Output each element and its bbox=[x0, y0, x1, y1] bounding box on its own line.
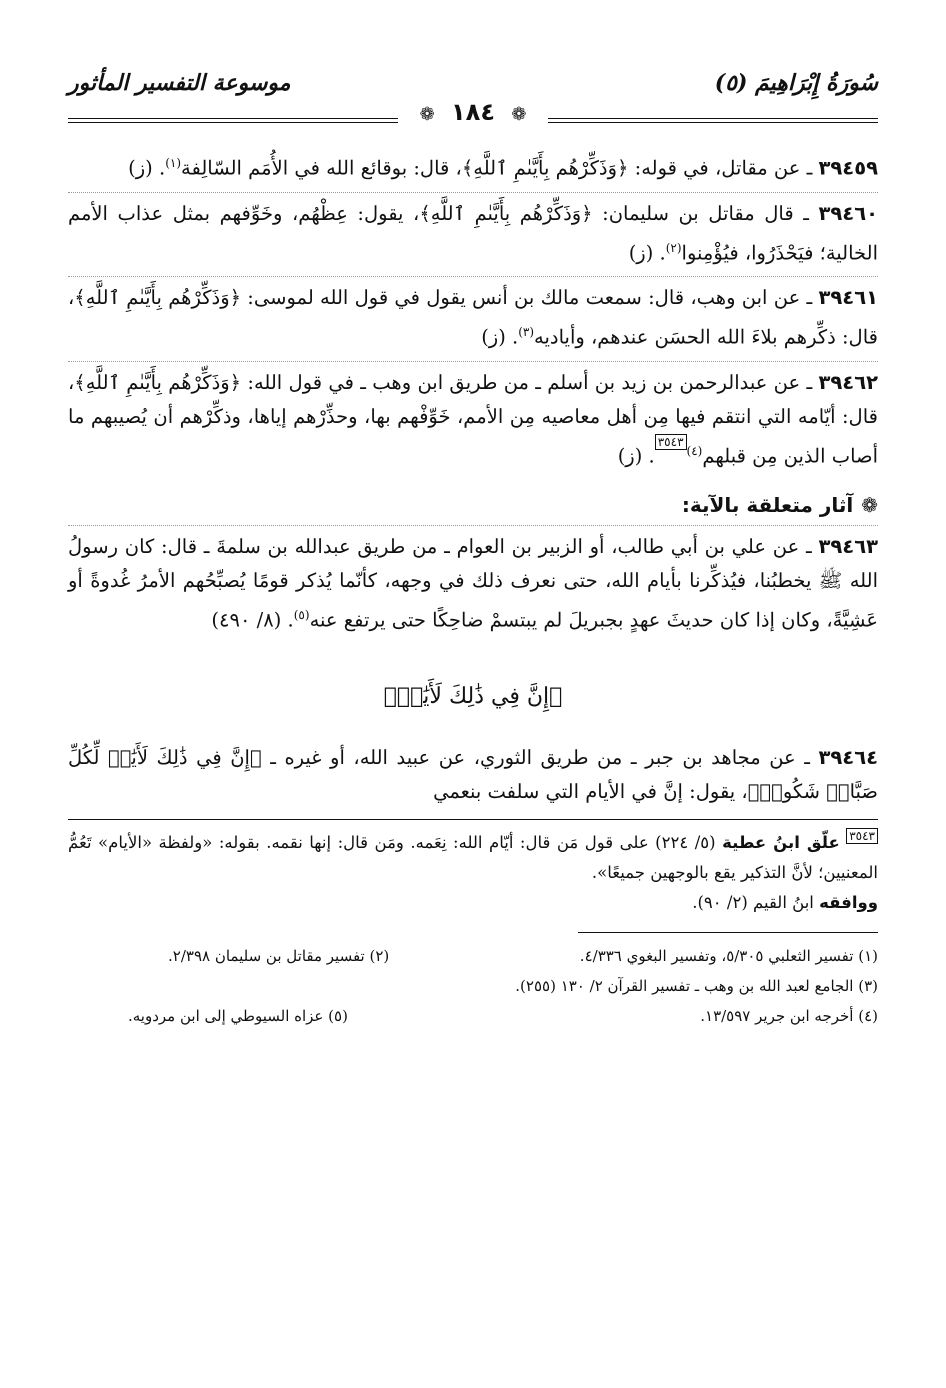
athar-entry: ٣٩٤٦٠ ـ قال مقاتل بن سليمان: ﴿وَذَكِّرْهُم بِأَيَّىٰمِ ٱللَّهِ﴾، يقول: عِظْهُم، وخَوِّفهم بمثل عذاب الأمم الخالية؛ فيَحْذَرُوا، فيُؤْمِنوا$^{(٢)}$. (ز) bbox=[68, 201, 878, 264]
note-reference-box: ٣٥٤٣ bbox=[846, 828, 878, 844]
note-reference-box[interactable]: ٣٥٤٣ bbox=[655, 434, 687, 450]
footnote-marker[interactable]: (٥) bbox=[293, 608, 310, 622]
athar-entry: ٣٩٤٦٣ ـ عن علي بن أبي طالب، أو الزبير بن العوام ـ من طريق عبدالله بن سلمةَ ـ قال: كان رسولُ الله ﷺ يخطبُنا، فيُذكِّرنا بأيام الله، حتى نعرف ذلك في وجهه، كأنّما يُذكر قومًا يُصبِّحُهم الأمرُ غُدوةً أو عَشِيَّةً، وكان إذا كان حديثَ عهدٍ بجبريلَ لم يبتسمْ ضاحِكًا حتى يرتفع عنه$^{(٥)}$. (٨/ ٤٩٠) bbox=[68, 535, 878, 632]
footnote-marker[interactable]: (١) bbox=[165, 156, 182, 170]
footnote-marker[interactable]: (٣) bbox=[518, 325, 535, 339]
flower-ornament-icon: ❁ bbox=[861, 493, 878, 517]
references bbox=[68, 941, 878, 1031]
divider bbox=[68, 525, 878, 526]
divider bbox=[68, 192, 878, 193]
reference-row: (١) تفسير الثعلبي ٥/٣٠٥، وتفسير البغوي ٤/٣٣٦. (٢) تفسير مقاتل بن سليمان ٢/٣٩٨. bbox=[168, 946, 878, 965]
divider bbox=[68, 276, 878, 277]
footnote-divider bbox=[68, 819, 878, 820]
ornament-icon: ❁ bbox=[511, 104, 527, 125]
book-title: موسوعة التفسير المأثور bbox=[68, 70, 291, 96]
footnote-marker[interactable]: (٤) bbox=[686, 443, 703, 458]
references-divider bbox=[578, 932, 878, 933]
footnote-marker[interactable]: (٢) bbox=[665, 240, 682, 255]
reference-row: (٣) الجامع لعبد الله بن وهب ـ تفسير القرآن ٢/ ١٣٠ (٢٥٥). bbox=[515, 976, 878, 995]
divider bbox=[68, 361, 878, 362]
athar-entry: ٣٩٤٦١ ـ عن ابن وهب، قال: سمعت مالك بن أنس يقول في قول الله لموسى: ﴿وَذَكِّرْهُم بِأَيَّىٰمِ ٱللَّهِ﴾، قال: ذكِّرهم بلاءَ الله الحسَن عندهم، وأياديه$^{(٣)}$. (ز) bbox=[68, 286, 878, 349]
verse-heading: ﴿إِنَّ فِي ذَٰلِكَ لَأَيَٰتٖ﴾ bbox=[383, 683, 563, 709]
ornament-icon: ❁ bbox=[419, 104, 435, 125]
header-rule bbox=[68, 112, 878, 126]
page-number: ١٨٤ bbox=[451, 98, 495, 126]
section-heading: ❁آثار متعلقة بالآية: bbox=[681, 493, 878, 517]
athar-entry: ٣٩٤٦٢ ـ عن عبدالرحمن بن زيد بن أسلم ـ من طريق ابن وهب ـ في قول الله: ﴿وَذَكِّرْهُم بِأَيَّىٰمِ ٱللَّهِ﴾، قال: أيّامه التي انتقم فيها مِن أهل معاصيه مِن الأمم، خَوِّفْهم بها، وحذِّرْهم إياها، وذكِّرْهم أن يُصيبهم ما أصاب الذين مِن قبلهم$^{(٤)}$٣٥٤٣. (ز) bbox=[68, 370, 878, 467]
athar-entry: ٣٩٤٦٤ ـ عن مجاهد بن جبر ـ من طريق الثوري، عن عبيد الله، أو غيره ـ ﴿إِنَّ فِي ذَٰلِكَ لَأَيَٰتٖ لِّكُلِّ صَبَّارٖ شَكُورٖ﴾، يقول: إنَّ في الأيام التي سلفت بنعمي bbox=[68, 745, 878, 803]
editor-note: ٣٥٤٣ علّق ابنُ عطية (٥/ ٢٢٤) على قول مَن قال: أيّام الله: نِعَمه. ومَن قال: إنها نقمه. بقوله: «ولفظة «الأيام» تَعُمُّ المعنيين؛ لأنَّ التذكير يقع بالوجهين جميعًا». ووافقه ابنُ القيم (٢/ ٩٠). bbox=[68, 828, 878, 912]
page-body bbox=[68, 146, 878, 1031]
surah-title: سُورَةُ إِبْرَاهِيمَ (٥) bbox=[714, 70, 878, 96]
athar-entry: ٣٩٤٥٩ ـ عن مقاتل، في قوله: ﴿وَذَكِّرْهُم بِأَيَّىٰمِ ٱللَّهِ﴾، قال: بوقائع الله في الأُمَم السّالِفة$^{(١)}$. (ز) bbox=[128, 156, 878, 180]
reference-row: (٤) أخرجه ابن جرير ١٣/٥٩٧. (٥) عزاه السيوطي إلى ابن مردويه. bbox=[128, 1006, 878, 1025]
